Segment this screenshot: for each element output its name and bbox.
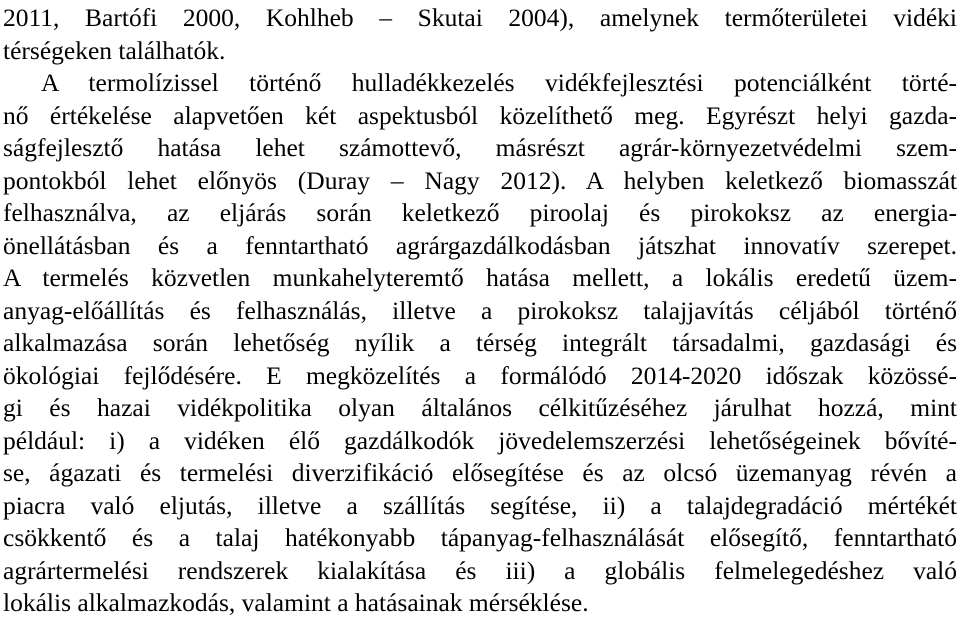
text-line: például: i) a vidéken élő gazdálkodók jövedelemszerzési lehetőségeinek bővíté- [3,425,957,455]
text-line: se, ágazati és termelési diverzifikáció elősegítése és az olcsó üzemanyag révén a [3,458,957,487]
text-line: alkalmazása során lehetőség nyílik a térség integrált társadalmi, gazdasági és [3,328,957,357]
text-line: agrártermelési rendszerek kialakítása és iii) a globális felmelegedéshez való [3,555,957,585]
text-line: pontokból lehet előnyös (Duray – Nagy 2012). A helyben keletkező biomasszát [3,165,957,195]
text-line: felhasználva, az eljárás során keletkező piroolaj és pirokoksz az energia- [3,198,957,227]
text-line: piacra való eljutás, illetve a szállítás segítése, ii) a talajdegradáció mértékét [3,490,957,520]
text-line: gi és hazai vidékpolitika olyan általános célkitűzéséhez járulhat hozzá, mint [3,393,957,422]
text-line: csökkentő és a talaj hatékonyabb tápanyag-felhasználását elősegítő, fenntartható [3,523,957,552]
text-line: anyag-előállítás és felhasználás, illetve a pirokoksz talajjavítás céljából történő [3,295,957,325]
text-line: ságfejlesztő hatása lehet számottevő, másrészt agrár-környezetvédelmi szem- [3,133,957,162]
text-line: A termolízissel történő hulladékkezelés vidékfejlesztési potenciálként törté- [41,68,957,97]
text-line: lokális alkalmazkodás, valamint a hatásainak mérséklése. [3,588,589,617]
text-line: térségeken találhatók. [3,35,226,65]
text-line: önellátásban és a fenntartható agrárgazdálkodásban játszhat innovatív szerepet. [3,230,957,260]
text-line: 2011, Bartófi 2000, Kohlheb – Skutai 2004), amelynek termőterületei vidéki [3,3,957,32]
document-page [3,0,957,640]
text-line: ökológiai fejlődésére. E megközelítés a formálódó 2014-2020 időszak közössé- [3,360,957,390]
text-line: A termelés közvetlen munkahelyteremtő hatása mellett, a lokális eredetű üzem- [3,263,957,292]
text-line: nő értékelése alapvetően két aspektusból közelíthető meg. Egyrészt helyi gazda- [3,100,957,130]
